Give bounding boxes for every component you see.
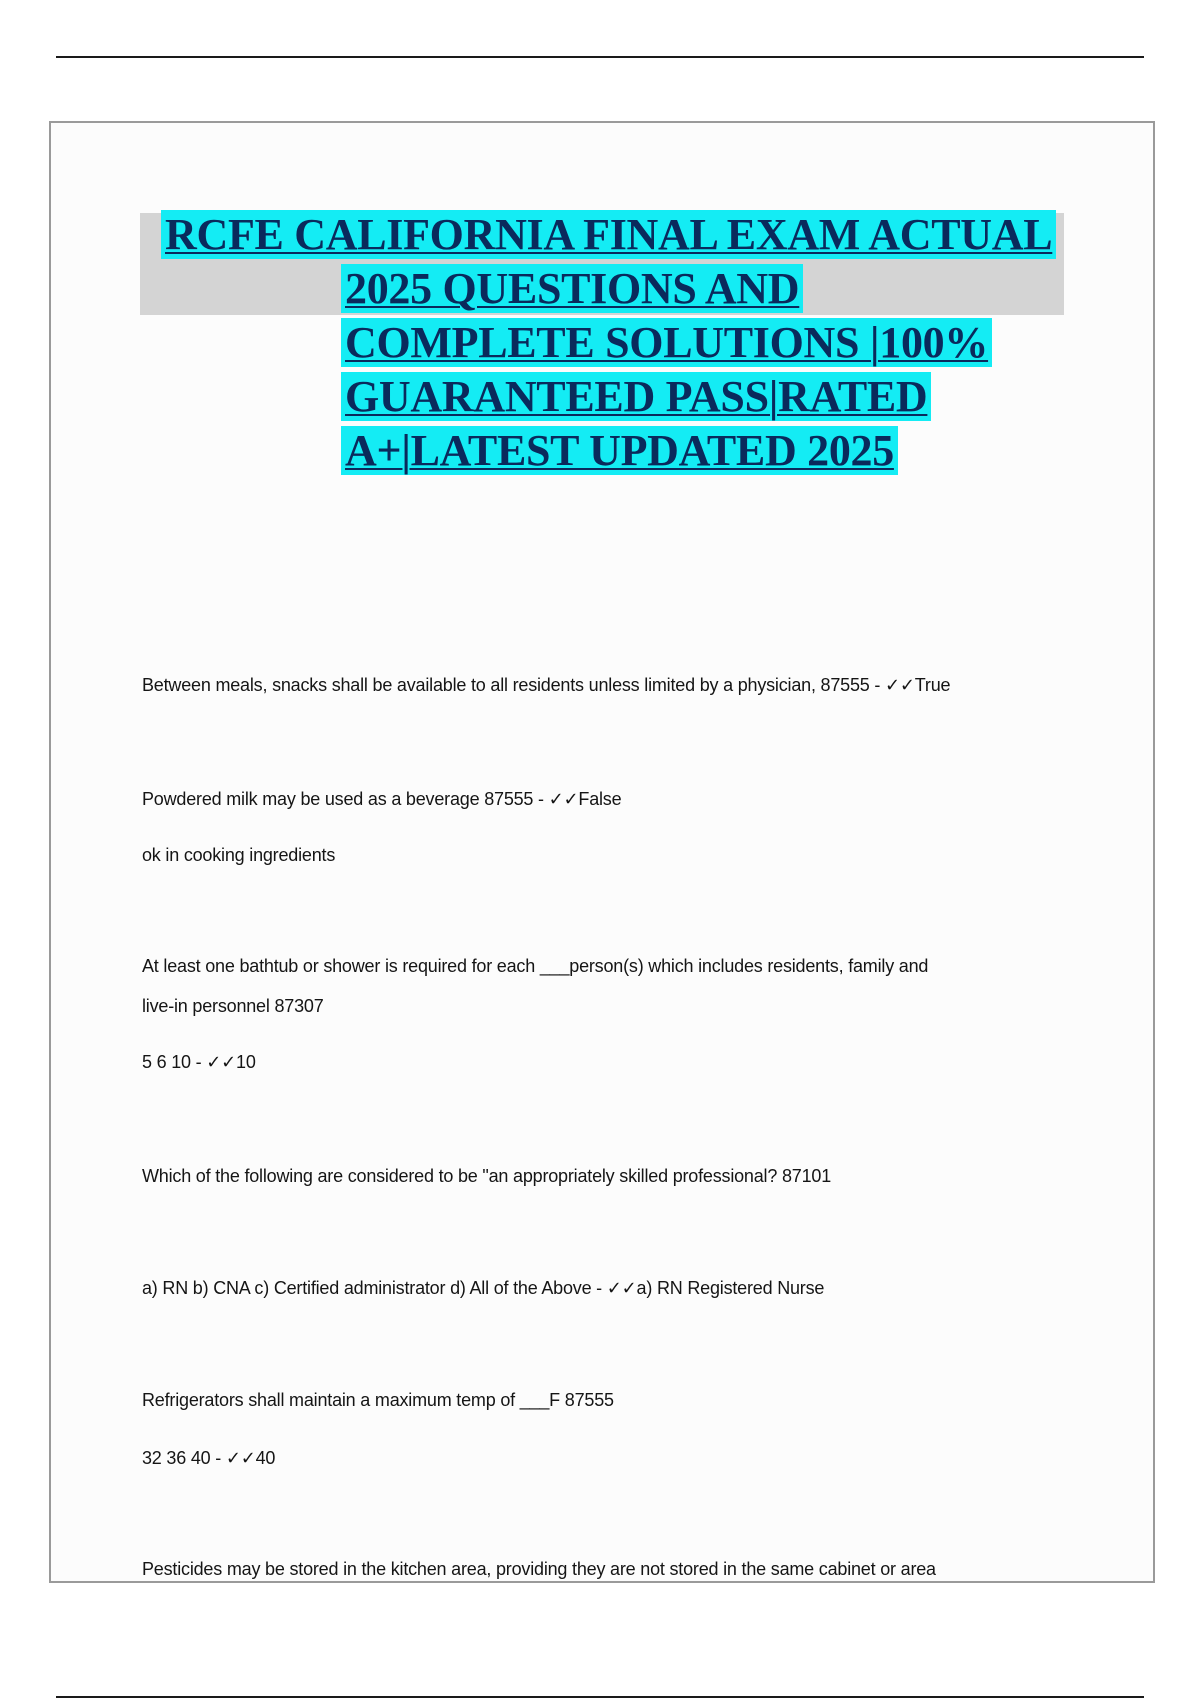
- question-line: At least one bathtub or shower is required for each ___person(s) which includes residents, family and: [142, 956, 929, 976]
- title-line-5: A+|LATEST UPDATED 2025: [341, 424, 898, 478]
- answer-line: 5 6 10 - ✓✓10: [142, 1052, 256, 1072]
- title-line-3: COMPLETE SOLUTIONS |100%: [341, 316, 992, 370]
- header-rule: [56, 56, 1144, 58]
- question-answer-line: Between meals, snacks shall be available to all residents unless limited by a physician, 87555 - ✓✓True: [142, 675, 951, 695]
- document-page: [49, 121, 1155, 1583]
- question-line: Refrigerators shall maintain a maximum temp of ___F 87555: [142, 1390, 614, 1410]
- question-line: Which of the following are considered to be "an appropriately skilled professional? 87101: [142, 1166, 832, 1186]
- note-line: ok in cooking ingredients: [142, 845, 336, 865]
- footer-rule: [56, 1696, 1144, 1698]
- question-answer-line: Powdered milk may be used as a beverage 87555 - ✓✓False: [142, 789, 622, 809]
- title-line-2: 2025 QUESTIONS AND: [341, 262, 803, 316]
- title-line-1: RCFE CALIFORNIA FINAL EXAM ACTUAL: [161, 208, 1056, 262]
- title-line-4: GUARANTEED PASS|RATED: [341, 370, 931, 424]
- question-answer-line: a) RN b) CNA c) Certified administrator d) All of the Above - ✓✓a) RN Registered Nurse: [142, 1278, 825, 1298]
- question-line: Pesticides may be stored in the kitchen area, providing they are not stored in the same cabinet or area: [142, 1559, 936, 1579]
- answer-line: 32 36 40 - ✓✓40: [142, 1448, 276, 1468]
- question-line: live-in personnel 87307: [142, 996, 324, 1016]
